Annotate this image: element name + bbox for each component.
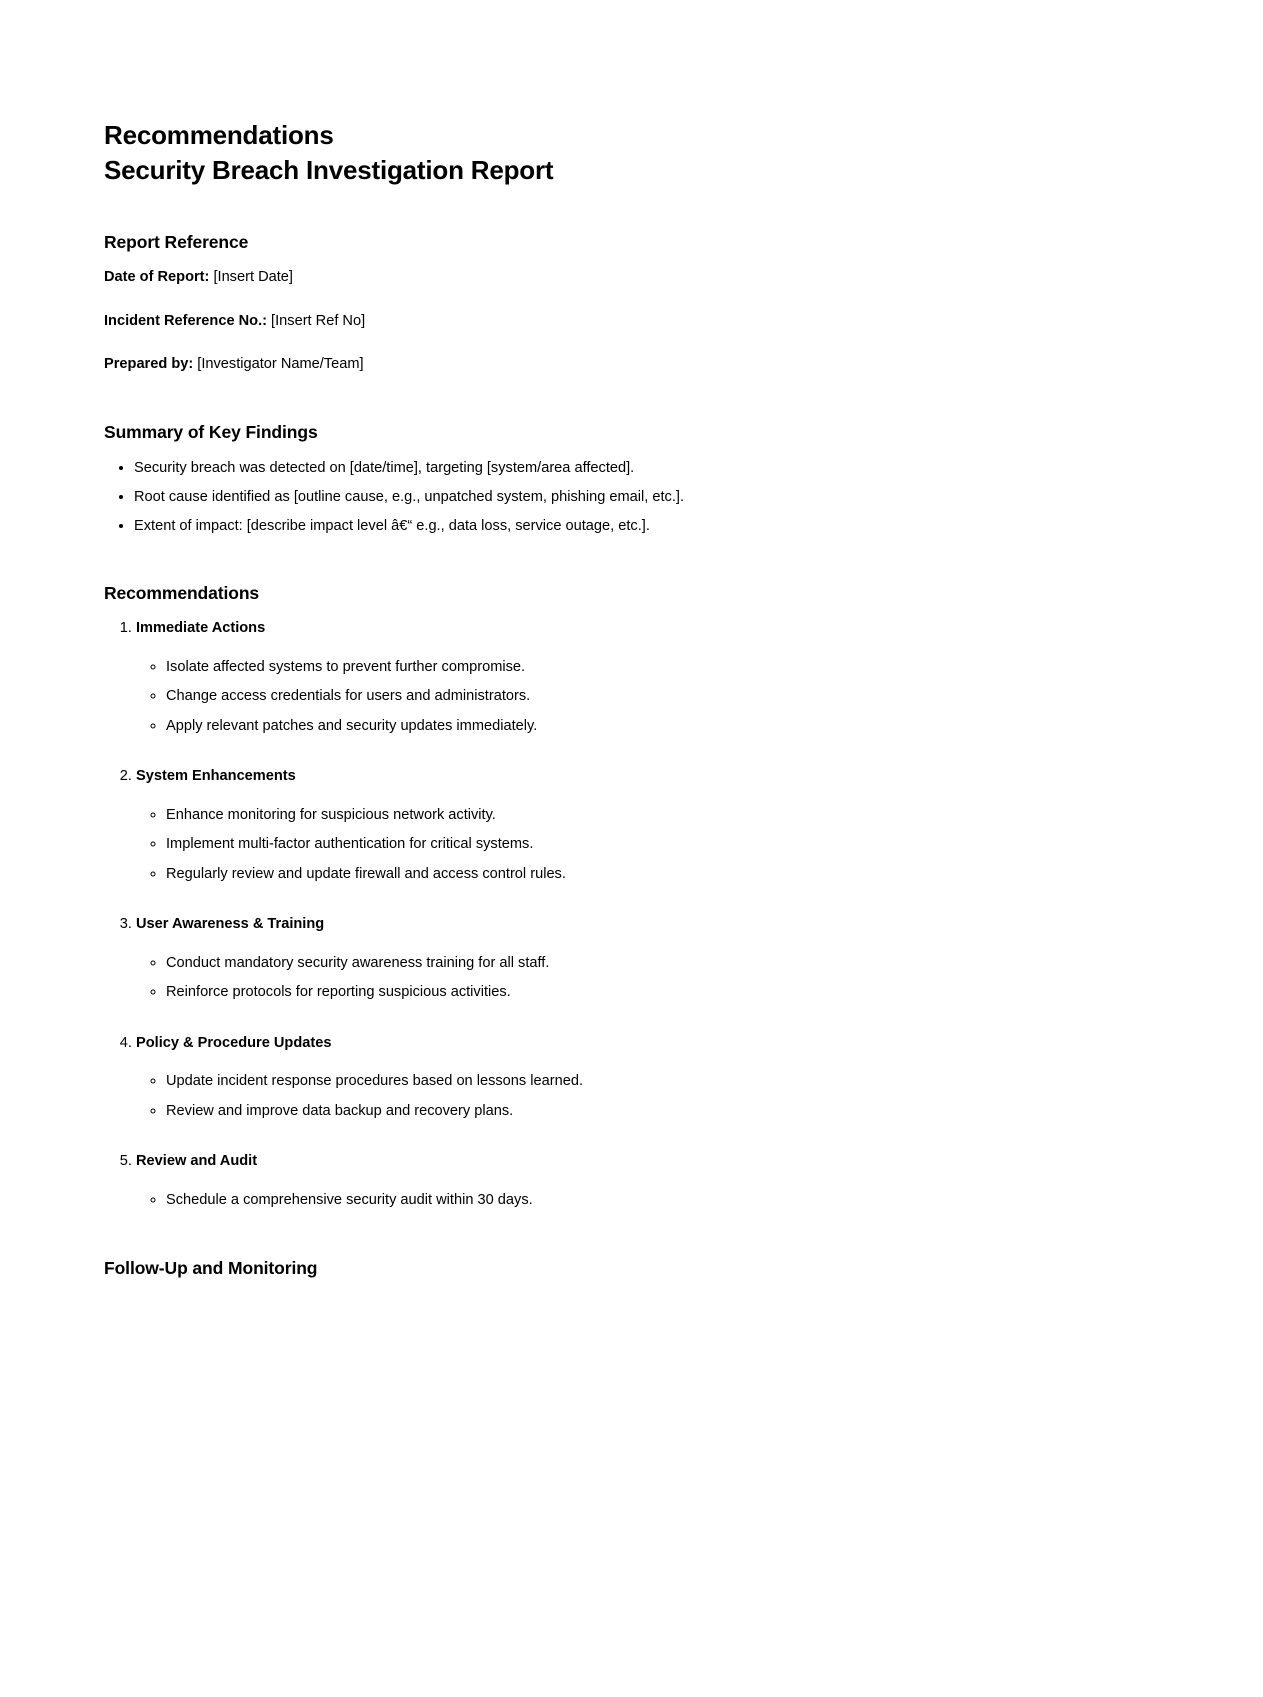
recommendation-subitems <box>136 1189 1159 1212</box>
list-item: ◦ Update incident response procedures based on lessons learned. <box>166 1070 1159 1093</box>
recommendations-list <box>104 618 1159 1212</box>
field-prepared-by <box>104 354 1159 376</box>
field-date-of-report-label: Date of Report: <box>104 268 210 285</box>
list-item: ◦ Change access credentials for users and administrators. <box>166 685 1159 708</box>
field-prepared-by-label: Prepared by: <box>104 356 194 373</box>
list-item <box>136 618 1159 738</box>
recommendation-title: Policy & Procedure Updates <box>136 1034 332 1051</box>
section-heading-summary-of-key-findings: Summary of Key Findings <box>104 422 318 443</box>
recommendation-subitems <box>136 804 1159 886</box>
recommendation-title: System Enhancements <box>136 768 296 785</box>
list-item <box>136 766 1159 886</box>
recommendation-subitems <box>136 656 1159 738</box>
list-item: ◦ Implement multi-factor authentication for critical systems. <box>166 833 1159 856</box>
recommendation-subitems <box>136 1070 1159 1123</box>
list-item <box>136 914 1159 1005</box>
list-item: • Extent of impact: [describe impact level â€“ e.g., data loss, service outage, etc.]. <box>134 515 1159 538</box>
list-item: ◦ Isolate affected systems to prevent further compromise. <box>166 656 1159 679</box>
recommendation-title: Review and Audit <box>136 1153 258 1170</box>
list-item <box>136 1151 1159 1212</box>
section-heading-follow-up-and-monitoring: Follow-Up and Monitoring <box>104 1258 318 1279</box>
list-item: ◦ Schedule a comprehensive security audit within 30 days. <box>166 1189 1159 1212</box>
section-heading-recommendations: Recommendations <box>104 583 260 604</box>
recommendation-title: User Awareness & Training <box>136 916 325 932</box>
page-title-line-2: Security Breach Investigation Report <box>104 154 554 185</box>
list-item: ◦ Review and improve data backup and recovery plans. <box>166 1100 1159 1123</box>
field-date-of-report-value: [Insert Date] <box>209 268 293 285</box>
section-heading-report-reference: Report Reference <box>104 231 249 252</box>
recommendation-title: Immediate Actions <box>136 620 266 637</box>
list-item: ◦ Reinforce protocols for reporting suspicious activities. <box>166 981 1159 1004</box>
list-item: • Security breach was detected on [date/time], targeting [system/area affected]. <box>134 457 1159 480</box>
list-item: ◦ Enhance monitoring for suspicious network activity. <box>166 804 1159 827</box>
field-incident-reference-no-value: [Insert Ref No] <box>267 312 366 329</box>
page-title-line-1: Recommendations <box>104 120 334 150</box>
recommendation-subitems <box>136 952 1159 1005</box>
list-item: ◦ Conduct mandatory security awareness training for all staff. <box>166 952 1159 975</box>
list-item: • Root cause identified as [outline cause, e.g., unpatched system, phishing email, etc.]. <box>134 486 1159 509</box>
summary-findings-list <box>104 457 1159 537</box>
field-prepared-by-value: [Investigator Name/Team] <box>193 356 364 373</box>
field-incident-reference-no <box>104 311 1159 333</box>
field-date-of-report <box>104 267 1159 289</box>
field-incident-reference-no-label: Incident Reference No.: <box>104 312 267 329</box>
page-title <box>104 118 1159 188</box>
list-item: ◦ Apply relevant patches and security updates immediately. <box>166 715 1159 738</box>
list-item <box>136 1033 1159 1124</box>
list-item: ◦ Regularly review and update firewall and access control rules. <box>166 863 1159 886</box>
